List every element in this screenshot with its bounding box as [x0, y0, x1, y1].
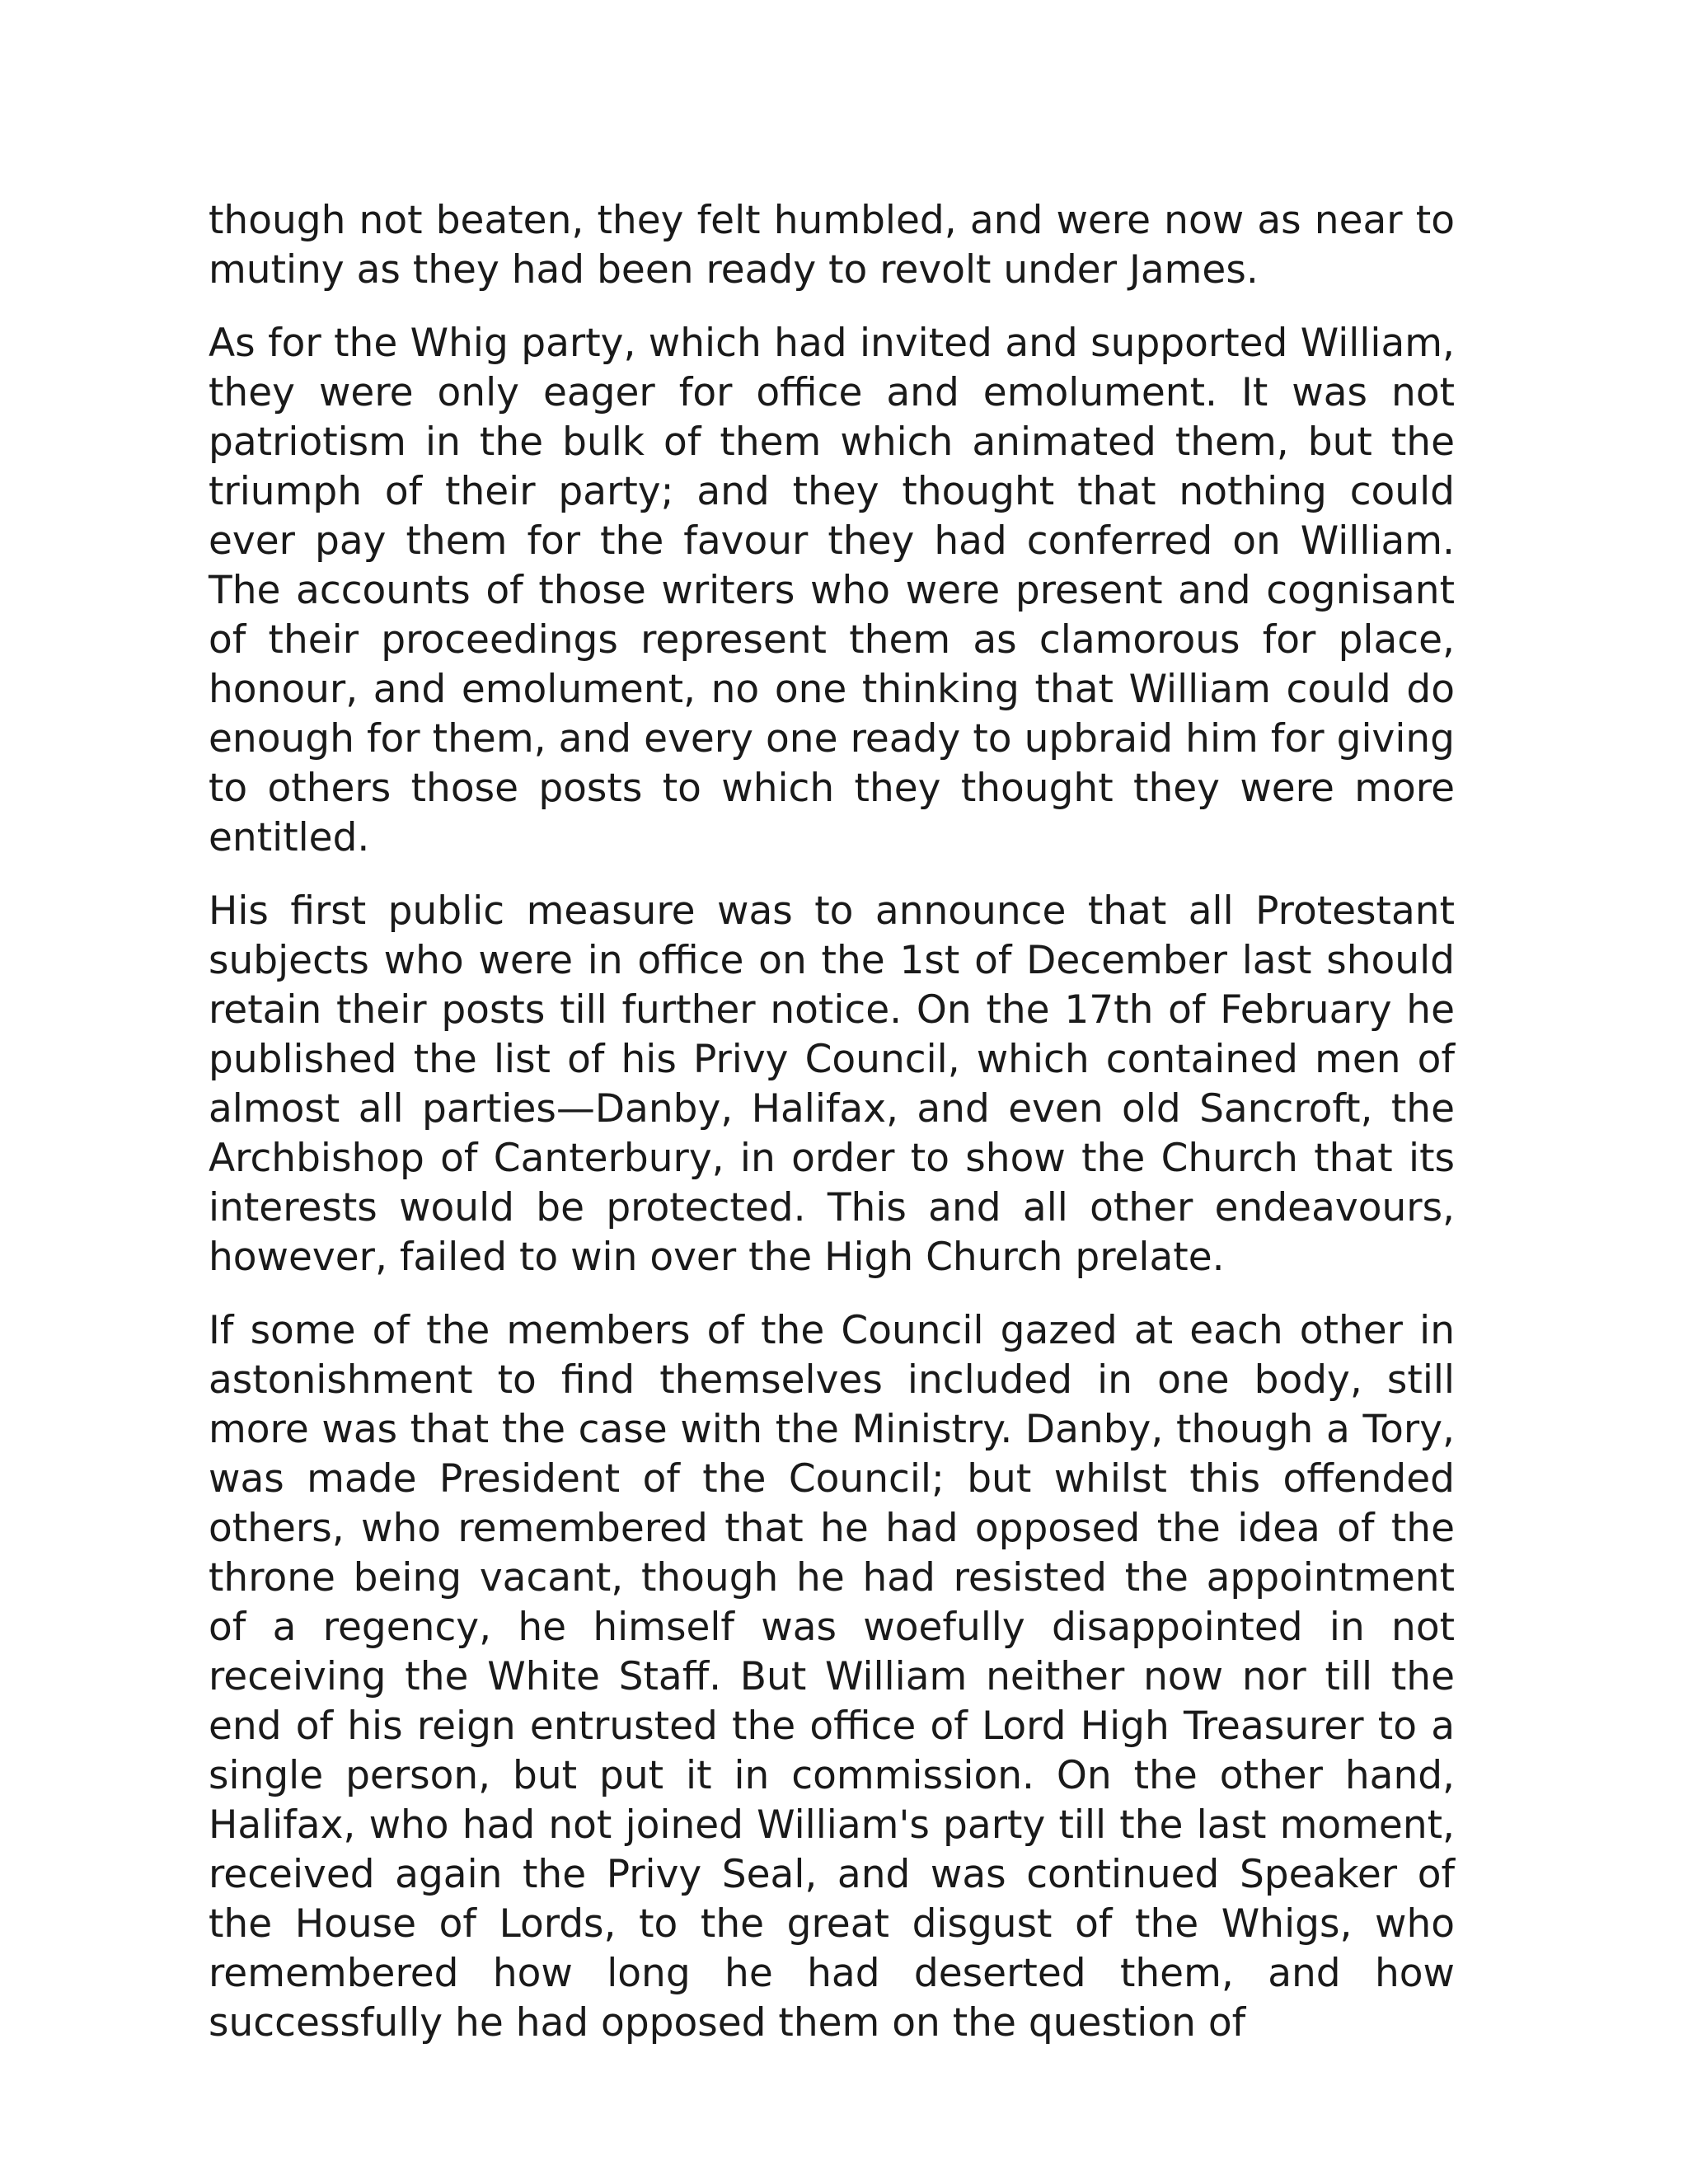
- paragraph-2: As for the Whig party, which had invited and supported William, they were only eager for office and emolument. It was not patriotism in the bulk of them which animated them, but the triumph of their party; and they thought that nothing could ever pay them for the favour they had conferred on William. The accounts of those writers who were present and cognisant of their proceedings represent them as clamorous for place, honour, and emolument, no one thinking that William could do enough for them, and every one ready to upbraid him for giving to others those posts to which they thought they were more entitled.: [209, 321, 1455, 860]
- paragraph-3: His first public measure was to announce that all Protestant subjects who were in office on the 1st of December last should retain their posts till further notice. On the 17th of February he published the list of his Privy Council, which contained men of almost all parties—Danby, Halifax, and even old Sancroft, the Archbishop of Canterbury, in order to show the Church that its interests would be protected. This and all other endeavours, however, failed to win over the High Church prelate.: [209, 888, 1455, 1280]
- paragraph-1: though not beaten, they felt humbled, and were now as near to mutiny as they had been ready to revolt under James.: [209, 198, 1455, 293]
- paragraph-4: If some of the members of the Council gazed at each other in astonishment to find themselves included in one body, still more was that the case with the Ministry. Danby, though a Tory, was made President of the Council; but whilst this offended others, who remembered that he had opposed the idea of the throne being vacant, though he had resisted the appointment of a regency, he himself was woefully disappointed in not receiving the White Staff. But William neither now nor till the end of his reign entrusted the office of Lord High Treasurer to a single person, but put it in commission. On the other hand, Halifax, who had not joined William's party till the last moment, received again the Privy Seal, and was continued Speaker of the House of Lords, to the great disgust of the Whigs, who remembered how long he had deserted them, and how successfully he had opposed them on the question of: [209, 1308, 1455, 2046]
- document-page: [209, 196, 1455, 2072]
